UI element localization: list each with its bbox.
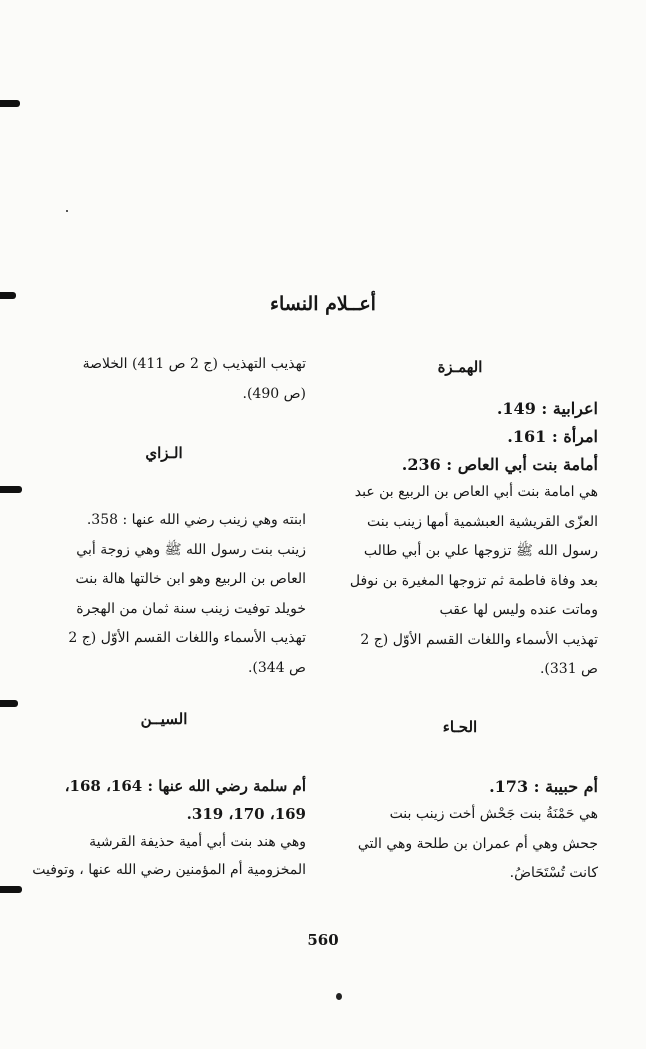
index-entry: اعرابية : 149. bbox=[496, 399, 598, 418]
entry-page: 236 bbox=[407, 455, 441, 474]
text-line: خويلد توفيت زينب سنة ثمان من الهجرة bbox=[76, 600, 306, 617]
entry-page: 149 bbox=[502, 399, 536, 418]
entry-name: اعرابية bbox=[552, 399, 598, 418]
text-line: تهذيب الأسماء واللغات القسم الأوّل (ج 2 bbox=[360, 631, 598, 648]
section-heading-ha: الحـاء bbox=[442, 718, 478, 736]
text-line: كانت تُسْتَحَاضُ. bbox=[509, 865, 598, 881]
entry-page: 173 bbox=[494, 777, 529, 796]
text-line: المخزومية أم المؤمنين رضي الله عنها ، وتوفيت bbox=[32, 862, 306, 878]
entry-name: امرأة bbox=[563, 427, 598, 446]
scan-speck bbox=[66, 210, 68, 212]
scan-edge-mark bbox=[0, 100, 20, 107]
biography-paragraph bbox=[22, 772, 306, 884]
entry-name: أمامة بنت أبي العاص bbox=[457, 455, 598, 474]
text-line: بعد وفاة فاطمة ثم تزوجها المغيرة بن نوفل bbox=[349, 572, 598, 589]
scan-speck bbox=[336, 993, 342, 1000]
text-line: ص 331). bbox=[539, 661, 598, 677]
entry-name: أم حبيبة bbox=[545, 777, 598, 796]
text-line: أم سلمة رضي الله عنها : 164، 168، bbox=[64, 777, 306, 795]
text-line: هي امامة بنت أبي العاص بن الربيع بن عبد bbox=[354, 484, 598, 500]
text-line: وهي هند بنت أبي أمية حذيفة القرشية bbox=[89, 834, 306, 850]
section-heading-zay: الـزاي bbox=[145, 444, 183, 462]
text-line: ص 344). bbox=[247, 659, 306, 676]
scan-edge-mark bbox=[0, 700, 18, 707]
index-entry: أم حبيبة : 173. bbox=[489, 777, 598, 796]
text-line: ابنته وهي زينب رضي الله عنها : 358. bbox=[86, 512, 306, 528]
text-line: رسول الله ﷺ تزوجها علي بن أبي طالب bbox=[363, 543, 598, 559]
scan-edge-mark bbox=[0, 886, 22, 893]
text-line: العزّى القريشية العبشمية أمها زينب بنت bbox=[367, 513, 598, 530]
page-title: أعــلام النساء bbox=[270, 293, 376, 315]
section-heading-sin: السيــن bbox=[140, 710, 188, 728]
reference-paragraph bbox=[22, 350, 306, 409]
section-heading-hamza: الهمـزة bbox=[437, 358, 483, 376]
text-line: زينب بنت رسول الله ﷺ وهي زوجة أبي bbox=[76, 541, 306, 558]
index-entry: امرأة : 161. bbox=[507, 427, 598, 446]
text-line: العاص بن الربيع وهو ابن خالتها هالة بنت bbox=[75, 571, 306, 587]
text-line: هي حَمْنَةُ بنت جَحْش أخت زينب بنت bbox=[389, 806, 598, 822]
index-entry: أمامة بنت أبي العاص : 236. bbox=[401, 455, 598, 474]
biography-paragraph bbox=[22, 506, 306, 683]
entry-page: 161 bbox=[512, 427, 547, 446]
biography-paragraph bbox=[322, 478, 598, 685]
text-line: تهذيب الأسماء واللغات القسم الأوّل (ج 2 bbox=[68, 630, 306, 646]
text-line: تهذيب التهذيب (ج 2 ص 411) الخلاصة bbox=[82, 356, 306, 372]
text-line: (ص 490). bbox=[242, 385, 306, 402]
text-line: جحش وهي أم عمران بن طلحة وهي التي bbox=[357, 835, 598, 852]
biography-paragraph bbox=[322, 800, 598, 889]
page-number: 560 bbox=[307, 931, 339, 949]
scan-edge-mark bbox=[0, 486, 22, 493]
text-line: 169، 170، 319. bbox=[186, 805, 306, 823]
text-line: وماتت عنده وليس لها عقب bbox=[439, 602, 598, 618]
